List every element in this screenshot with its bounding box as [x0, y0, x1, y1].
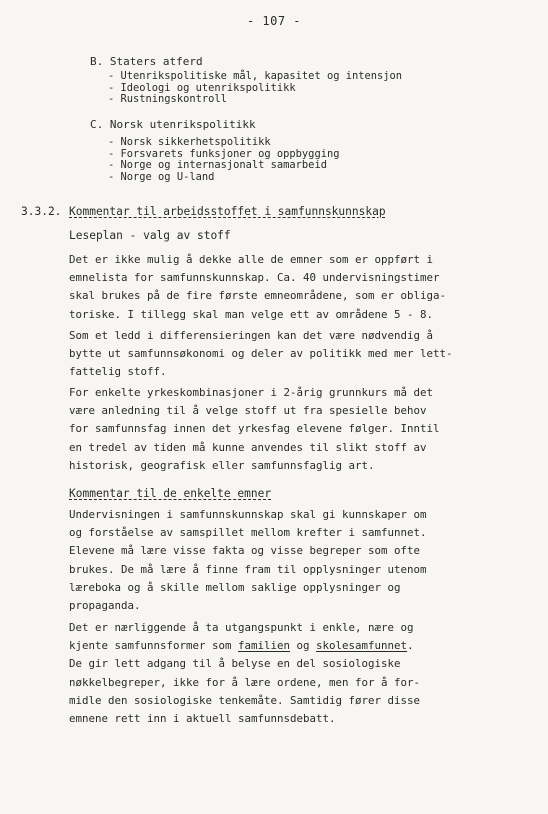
- underlined-term-skolesamfunnet: skolesamfunnet: [316, 639, 408, 653]
- list-item: - Norge og U-land: [108, 170, 215, 183]
- kommentar-heading: Kommentar til de enkelte emner: [69, 487, 272, 500]
- paragraph: [69, 327, 453, 382]
- underlined-term-familien: familien: [238, 639, 291, 653]
- section-c-title: C. Norsk utenrikspolitikk: [90, 118, 256, 131]
- subheading: Leseplan - valg av stoff: [69, 229, 231, 242]
- text-line: Det er nærliggende å ta utgangspunkt i enkle, nære og: [69, 621, 414, 634]
- text-line: midle den sosiologiske tenkemåte. Samtidig fører disse: [69, 693, 421, 707]
- paragraph: [69, 619, 420, 728]
- section-c-list: [108, 137, 339, 183]
- text-line: Som et ledd i differensieringen kan det være nødvendig å: [69, 329, 434, 342]
- text-line: emnene rett inn i aktuell samfunnsdebatt.: [69, 712, 336, 726]
- text-line: Undervisningen i samfunnskunnskap skal gi kunnskaper om: [69, 508, 427, 521]
- list-item: - Norsk sikkerhetspolitikk: [108, 136, 271, 148]
- paragraph: [69, 384, 440, 475]
- text-span: .: [407, 639, 414, 653]
- text-line: fattelig stoff.: [69, 365, 167, 379]
- text-span: og: [290, 639, 317, 653]
- text-line: toriske. I tillegg skal man velge ett av områdene 5 - 8.: [69, 307, 434, 321]
- text-line: for samfunnsfag innen det yrkesfag elevene følger. Inntil: [69, 422, 440, 436]
- text-line: nøkkelbegreper, ikke for å lære ordene, men for å for-: [69, 675, 421, 689]
- text-line: være anledning til å velge stoff ut fra spesielle behov: [69, 404, 427, 418]
- text-line: Det er ikke mulig å dekke alle de emner som er oppført i: [69, 253, 434, 266]
- section-b-title: B. Staters atferd: [90, 55, 203, 68]
- list-item: - Rustningskontroll: [108, 93, 227, 106]
- text-line: læreboka og å skille mellom saklige opplysninger og: [69, 580, 401, 594]
- text-span: kjente samfunnsformer som: [69, 639, 239, 653]
- text-line: bytte ut samfunnsøkonomi og deler av politikk med mer lett-: [69, 347, 453, 361]
- text-line: [69, 637, 420, 655]
- text-line: skal brukes på de fire første emneområdene, som er obliga-: [69, 289, 447, 303]
- text-line: brukes. De må lære å finne fram til opplysninger utenom: [69, 562, 427, 576]
- list-item: - Ideologi og utenrikspolitikk: [108, 81, 296, 94]
- section-title: Kommentar til arbeidsstoffet i samfunnskunnskap: [69, 205, 386, 218]
- paragraph: [69, 251, 446, 324]
- list-item: - Forsvarets funksjoner og oppbygging: [108, 147, 340, 160]
- list-item: - Utenrikspolitiske mål, kapasitet og intensjon: [108, 70, 403, 82]
- text-line: en tredel av tiden må kunne anvendes til slikt stoff av: [69, 440, 427, 454]
- paragraph: [69, 506, 427, 615]
- section-number: 3.3.2.: [21, 205, 62, 218]
- section-b-list: [108, 71, 402, 106]
- text-line: emnelista for samfunnskunnskap. Ca. 40 undervisningstimer: [69, 271, 440, 285]
- page-number: - 107 -: [246, 14, 302, 28]
- text-line: propaganda.: [69, 599, 141, 613]
- text-line: historisk, geografisk eller samfunnsfaglig art.: [69, 458, 375, 472]
- text-line: For enkelte yrkeskombinasjoner i 2-årig grunnkurs må det: [69, 386, 434, 399]
- list-item: - Norge og internasjonalt samarbeid: [108, 159, 327, 172]
- text-line: De gir lett adgang til å belyse en del sosiologiske: [69, 657, 401, 671]
- text-line: Elevene må lære visse fakta og visse begreper som ofte: [69, 544, 421, 558]
- text-line: og forståelse av samspillet mellom krefter i samfunnet.: [69, 526, 427, 540]
